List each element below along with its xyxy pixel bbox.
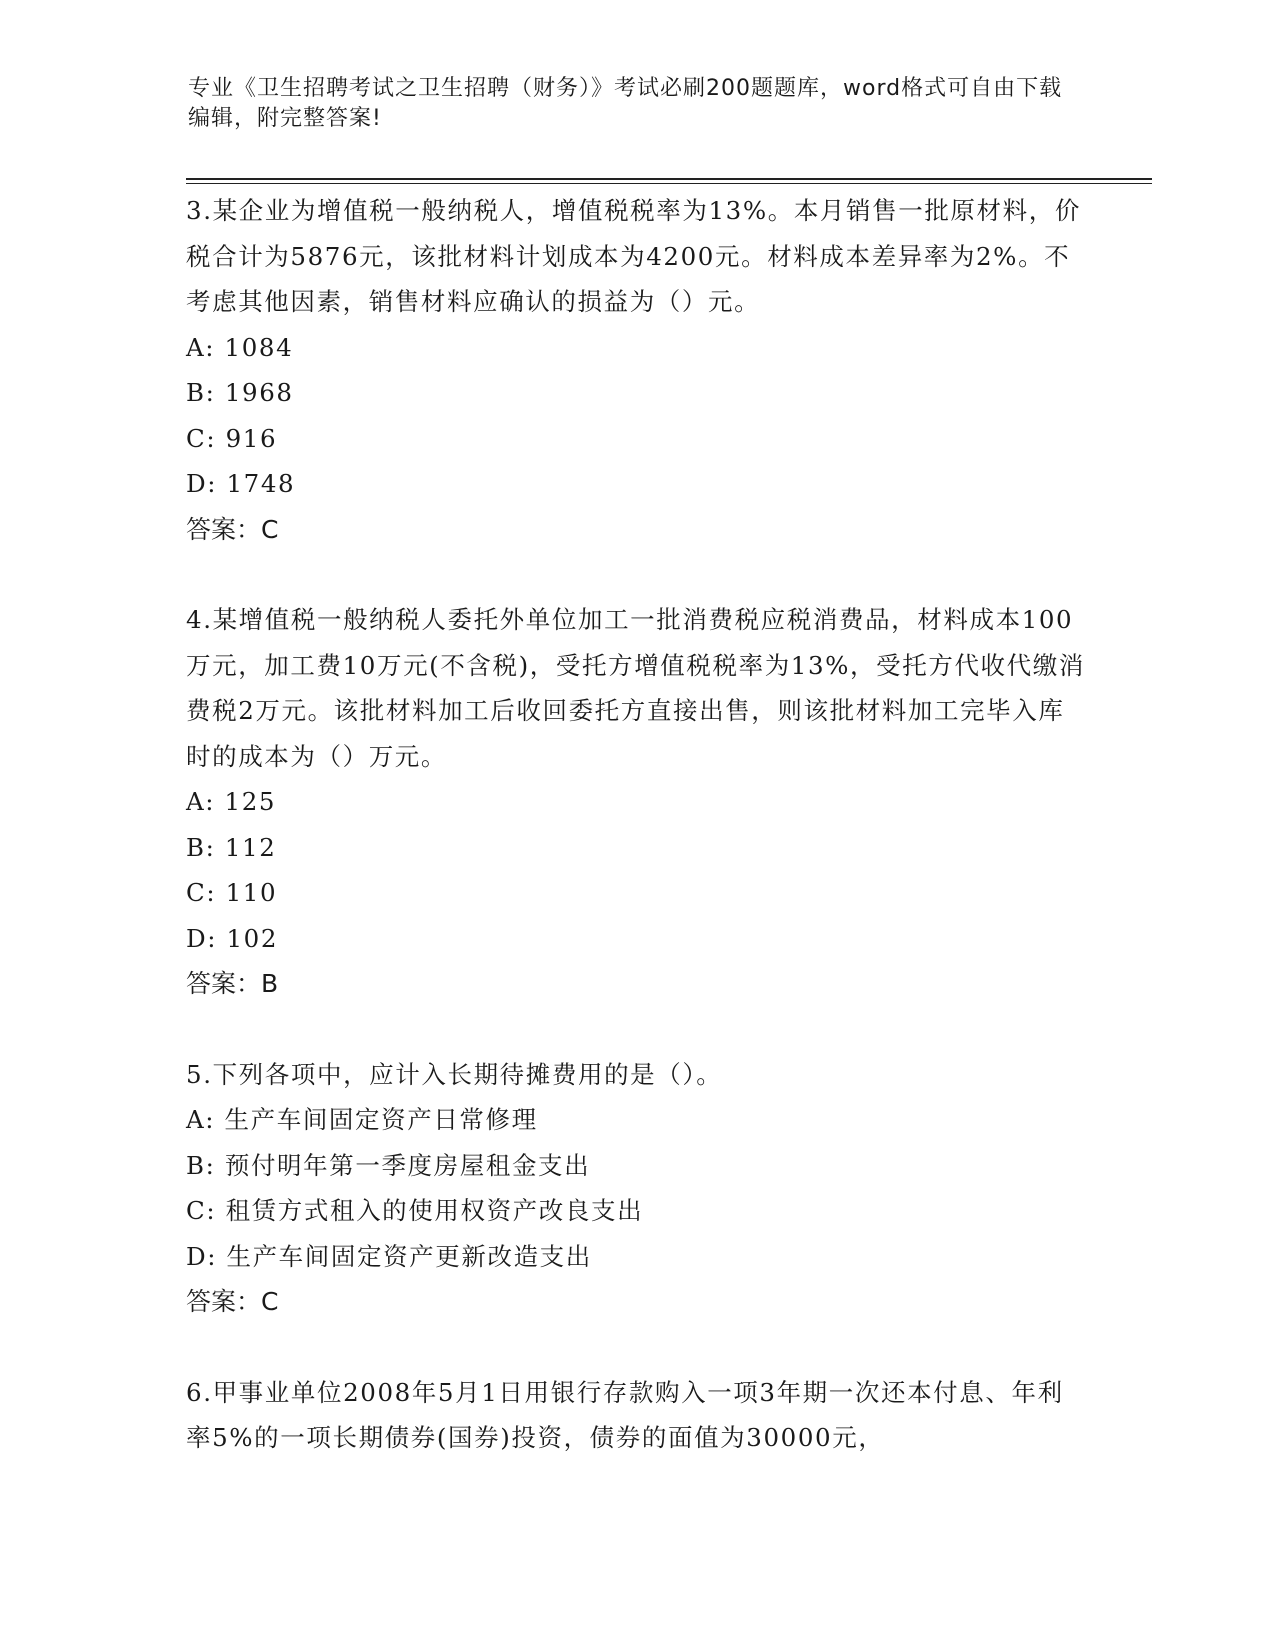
question-stem: 4.某增值税一般纳税人委托外单位加工一批消费税应税消费品，材料成本100万元，加工费10万元(不含税)，受托方增值税税率为13%，受托方代收代缴消费税2万元。该批材料加工后收回委托方直接出售，则该批材料加工完毕入库时的成本为（）万元。 [186,605,1085,771]
option-d: D: 1748 [186,469,296,498]
answer-line: 答案：C [186,514,279,544]
question-4 [186,597,1086,1007]
question-stem: 3.某企业为增值税一般纳税人，增值税税率为13%。本月销售一批原材料，价税合计为5876元，该批材料计划成本为4200元。材料成本差异率为2%。不考虑其他因素，销售材料应确认的损益为（）元。 [186,196,1081,316]
answer-line: 答案：C [186,1287,279,1316]
question-stem: 6.甲事业单位2008年5月1日用银行存款购入一项3年期一次还本付息、年利率5%的一项长期债券(国券)投资，债券的面值为30000元， [186,1377,1064,1452]
option-c: C: 租赁方式租入的使用权资产改良支出 [186,1196,644,1225]
header-divider-thin [186,183,1152,184]
option-b: B: 1968 [186,378,294,407]
option-a: A: 125 [186,787,277,816]
question-list [186,188,1086,1461]
header-divider-thick [186,178,1152,180]
question-5 [186,1052,1086,1325]
document-header: 专业《卫生招聘考试之卫生招聘（财务）》考试必刷200题题库，word格式可自由下载编辑，附完整答案! [188,76,1063,131]
option-c: C: 110 [186,878,278,907]
question-gap [186,1325,1086,1370]
question-3 [186,188,1086,552]
answer-line: 答案：B [186,969,279,998]
option-d: D: 102 [186,923,279,953]
option-a: A: 生产车间固定资产日常修理 [186,1105,538,1134]
question-stem: 5.下列各项中，应计入长期待摊费用的是（）。 [186,1059,723,1089]
question-6 [186,1370,1086,1461]
option-d: D: 生产车间固定资产更新改造支出 [186,1241,592,1271]
option-c: C: 916 [186,423,278,453]
option-b: B: 预付明年第一季度房屋租金支出 [186,1150,591,1180]
question-gap [186,1007,1086,1052]
question-gap [186,552,1086,597]
option-a: A: 1084 [186,332,294,362]
option-b: B: 112 [186,832,277,862]
